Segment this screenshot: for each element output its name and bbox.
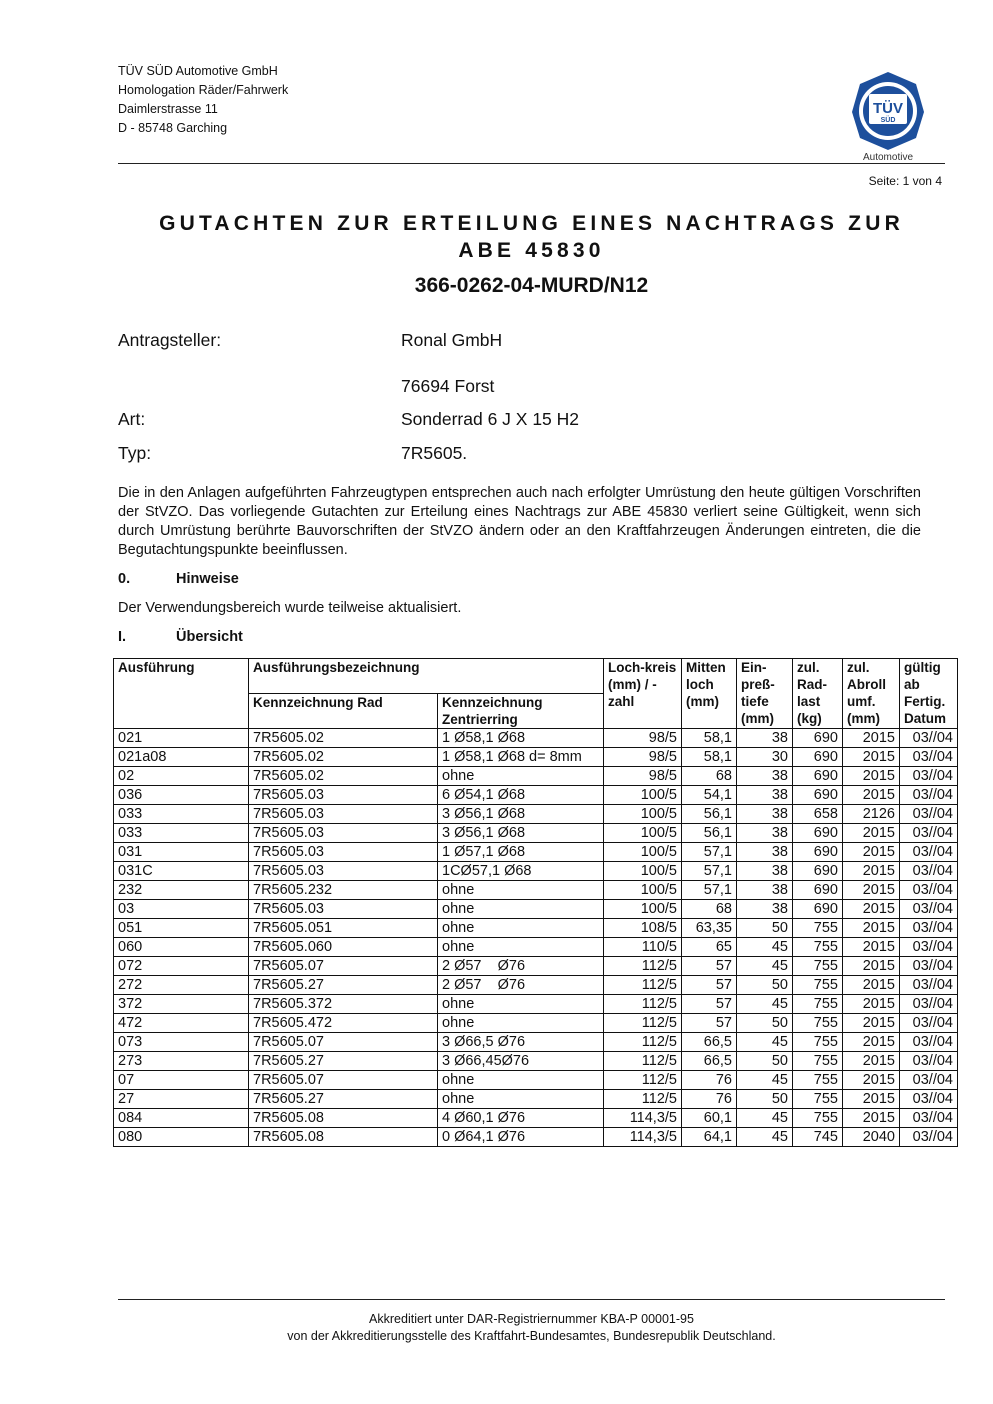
cell-einpresstiefe: 45 [737, 957, 793, 976]
cell-ausfuehrung: 232 [114, 881, 249, 900]
cell-einpresstiefe: 50 [737, 976, 793, 995]
cell-gueltig-ab: 03//04 [900, 1071, 958, 1090]
cell-gueltig-ab: 03//04 [900, 938, 958, 957]
cell-abrollumfang: 2015 [843, 995, 900, 1014]
cell-radlast: 745 [793, 1128, 843, 1147]
cell-ausfuehrung: 021a08 [114, 748, 249, 767]
cell-einpresstiefe: 38 [737, 900, 793, 919]
cell-radlast: 690 [793, 900, 843, 919]
cell-ausfuehrung: 073 [114, 1033, 249, 1052]
cell-radlast: 690 [793, 843, 843, 862]
cell-lochkreis: 100/5 [604, 900, 682, 919]
table-row [114, 805, 958, 824]
cell-ausfuehrung: 051 [114, 919, 249, 938]
cell-kennzeichnung-rad: 7R5605.03 [249, 862, 438, 881]
table-row [114, 957, 958, 976]
cell-radlast: 690 [793, 748, 843, 767]
type-of-part-value: Sonderrad 6 J X 15 H2 [401, 409, 580, 429]
cell-radlast: 755 [793, 995, 843, 1014]
cell-einpresstiefe: 45 [737, 1109, 793, 1128]
table-body [114, 729, 958, 1147]
cell-abrollumfang: 2015 [843, 786, 900, 805]
address-line: Homologation Räder/Fahrwerk [118, 83, 289, 97]
cell-radlast: 658 [793, 805, 843, 824]
section-heading-uebersicht [118, 629, 243, 645]
cell-kennzeichnung-rad: 7R5605.232 [249, 881, 438, 900]
cell-ausfuehrung: 472 [114, 1014, 249, 1033]
cell-ausfuehrung: 080 [114, 1128, 249, 1147]
cell-kennzeichnung-zentrierring: 2 Ø57 Ø76 [438, 957, 604, 976]
cell-mittenloch: 66,5 [682, 1033, 737, 1052]
cell-einpresstiefe: 38 [737, 824, 793, 843]
cell-ausfuehrung: 03 [114, 900, 249, 919]
table-row [114, 748, 958, 767]
cell-abrollumfang: 2015 [843, 1014, 900, 1033]
cell-radlast: 755 [793, 957, 843, 976]
cell-ausfuehrung: 02 [114, 767, 249, 786]
tuev-sued-logo [848, 68, 928, 164]
footer-divider [118, 1299, 945, 1300]
cell-ausfuehrung: 031C [114, 862, 249, 881]
cell-einpresstiefe: 45 [737, 938, 793, 957]
footer-line-2: von der Akkreditierungsstelle des Kraftfahrt-Bundesamtes, Bundesrepublik Deutschland. [287, 1329, 776, 1343]
tuev-logo-icon [848, 68, 928, 164]
address-line: Daimlerstrasse 11 [118, 102, 218, 116]
cell-abrollumfang: 2015 [843, 824, 900, 843]
cell-abrollumfang: 2015 [843, 938, 900, 957]
cell-mittenloch: 57 [682, 995, 737, 1014]
applicant-city: 76694 Forst [401, 376, 495, 396]
table-row [114, 995, 958, 1014]
cell-radlast: 755 [793, 976, 843, 995]
cell-gueltig-ab: 03//04 [900, 976, 958, 995]
cell-lochkreis: 100/5 [604, 862, 682, 881]
cell-gueltig-ab: 03//04 [900, 1033, 958, 1052]
company-address [118, 62, 288, 138]
cell-radlast: 755 [793, 1014, 843, 1033]
cell-mittenloch: 76 [682, 1090, 737, 1109]
cell-kennzeichnung-zentrierring: 4 Ø60,1 Ø76 [438, 1109, 604, 1128]
cell-gueltig-ab: 03//04 [900, 957, 958, 976]
cell-lochkreis: 114,3/5 [604, 1128, 682, 1147]
logo-text: TÜV [873, 100, 903, 117]
cell-lochkreis: 110/5 [604, 938, 682, 957]
cell-kennzeichnung-zentrierring: ohne [438, 767, 604, 786]
header-kennzeichnung-zentrierring: Kennzeichnung Zentrierring [438, 694, 604, 729]
cell-radlast: 690 [793, 767, 843, 786]
cell-ausfuehrung: 060 [114, 938, 249, 957]
cell-mittenloch: 68 [682, 767, 737, 786]
document-title [118, 210, 945, 264]
cell-mittenloch: 68 [682, 900, 737, 919]
cell-kennzeichnung-zentrierring: 2 Ø57 Ø76 [438, 976, 604, 995]
cell-kennzeichnung-rad: 7R5605.03 [249, 843, 438, 862]
cell-gueltig-ab: 03//04 [900, 748, 958, 767]
title-line-2: ABE 45830 [458, 239, 605, 262]
section-number: 0. [118, 571, 131, 587]
cell-ausfuehrung: 084 [114, 1109, 249, 1128]
cell-mittenloch: 57 [682, 976, 737, 995]
cell-abrollumfang: 2015 [843, 976, 900, 995]
table-row [114, 1128, 958, 1147]
cell-einpresstiefe: 50 [737, 1052, 793, 1071]
cell-kennzeichnung-zentrierring: 6 Ø54,1 Ø68 [438, 786, 604, 805]
cell-einpresstiefe: 38 [737, 729, 793, 748]
cell-abrollumfang: 2015 [843, 729, 900, 748]
cell-gueltig-ab: 03//04 [900, 805, 958, 824]
cell-abrollumfang: 2015 [843, 1090, 900, 1109]
cell-radlast: 690 [793, 729, 843, 748]
cell-radlast: 755 [793, 1109, 843, 1128]
cell-einpresstiefe: 45 [737, 1033, 793, 1052]
cell-kennzeichnung-rad: 7R5605.372 [249, 995, 438, 1014]
cell-ausfuehrung: 036 [114, 786, 249, 805]
cell-ausfuehrung: 033 [114, 824, 249, 843]
cell-kennzeichnung-zentrierring: ohne [438, 1090, 604, 1109]
cell-kennzeichnung-zentrierring: 3 Ø56,1 Ø68 [438, 824, 604, 843]
cell-gueltig-ab: 03//04 [900, 900, 958, 919]
header-abrollumfang: zul. Abroll umf. (mm) [843, 659, 900, 729]
cell-einpresstiefe: 38 [737, 843, 793, 862]
cell-kennzeichnung-zentrierring: ohne [438, 900, 604, 919]
table-row [114, 1033, 958, 1052]
cell-ausfuehrung: 033 [114, 805, 249, 824]
table-row [114, 729, 958, 748]
cell-kennzeichnung-rad: 7R5605.07 [249, 1033, 438, 1052]
cell-abrollumfang: 2015 [843, 881, 900, 900]
cell-ausfuehrung: 272 [114, 976, 249, 995]
section-title: Hinweise [176, 571, 239, 587]
cell-abrollumfang: 2015 [843, 957, 900, 976]
cell-ausfuehrung: 021 [114, 729, 249, 748]
cell-lochkreis: 100/5 [604, 843, 682, 862]
cell-ausfuehrung: 031 [114, 843, 249, 862]
table-row [114, 786, 958, 805]
title-line-1: GUTACHTEN ZUR ERTEILUNG EINES NACHTRAGS ZUR [159, 212, 904, 235]
cell-kennzeichnung-zentrierring: ohne [438, 995, 604, 1014]
cell-radlast: 755 [793, 1033, 843, 1052]
cell-mittenloch: 58,1 [682, 748, 737, 767]
cell-kennzeichnung-zentrierring: ohne [438, 1071, 604, 1090]
cell-einpresstiefe: 30 [737, 748, 793, 767]
cell-kennzeichnung-rad: 7R5605.08 [249, 1128, 438, 1147]
table-row [114, 1071, 958, 1090]
logo-subtext: SÜD [880, 117, 896, 124]
cell-radlast: 755 [793, 919, 843, 938]
applicant-label: Antragsteller: [118, 330, 222, 350]
cell-kennzeichnung-zentrierring: 3 Ø56,1 Ø68 [438, 805, 604, 824]
cell-gueltig-ab: 03//04 [900, 1109, 958, 1128]
cell-lochkreis: 112/5 [604, 976, 682, 995]
cell-radlast: 690 [793, 862, 843, 881]
cell-lochkreis: 100/5 [604, 805, 682, 824]
overview-table [113, 658, 958, 1147]
table-row [114, 824, 958, 843]
cell-lochkreis: 112/5 [604, 1090, 682, 1109]
cell-kennzeichnung-zentrierring: 1 Ø58,1 Ø68 d= 8mm [438, 748, 604, 767]
page-number: Seite: 1 von 4 [868, 174, 942, 188]
header-ausfuehrungsbezeichnung: Ausführungsbezeichnung [249, 659, 604, 694]
cell-mittenloch: 56,1 [682, 824, 737, 843]
table-row [114, 843, 958, 862]
header-mittenloch: Mitten loch (mm) [682, 659, 737, 729]
cell-abrollumfang: 2015 [843, 919, 900, 938]
cell-kennzeichnung-rad: 7R5605.472 [249, 1014, 438, 1033]
table-row [114, 862, 958, 881]
cell-gueltig-ab: 03//04 [900, 843, 958, 862]
cell-gueltig-ab: 03//04 [900, 1128, 958, 1147]
model-label: Typ: [118, 443, 152, 463]
table-row [114, 938, 958, 957]
cell-kennzeichnung-rad: 7R5605.02 [249, 767, 438, 786]
cell-mittenloch: 64,1 [682, 1128, 737, 1147]
cell-mittenloch: 58,1 [682, 729, 737, 748]
cell-mittenloch: 57,1 [682, 862, 737, 881]
cell-einpresstiefe: 50 [737, 919, 793, 938]
cell-einpresstiefe: 45 [737, 995, 793, 1014]
cell-gueltig-ab: 03//04 [900, 881, 958, 900]
cell-radlast: 755 [793, 1090, 843, 1109]
header-gueltig-ab: gültig ab Fertig. Datum [900, 659, 958, 729]
cell-radlast: 755 [793, 1052, 843, 1071]
table-row [114, 900, 958, 919]
cell-einpresstiefe: 50 [737, 1090, 793, 1109]
cell-kennzeichnung-zentrierring: 3 Ø66,5 Ø76 [438, 1033, 604, 1052]
cell-mittenloch: 65 [682, 938, 737, 957]
cell-gueltig-ab: 03//04 [900, 1052, 958, 1071]
cell-kennzeichnung-rad: 7R5605.02 [249, 729, 438, 748]
cell-abrollumfang: 2015 [843, 900, 900, 919]
cell-gueltig-ab: 03//04 [900, 824, 958, 843]
cell-kennzeichnung-rad: 7R5605.27 [249, 976, 438, 995]
cell-kennzeichnung-zentrierring: ohne [438, 919, 604, 938]
header-radlast: zul. Rad-last (kg) [793, 659, 843, 729]
table-row [114, 1090, 958, 1109]
table-row [114, 919, 958, 938]
cell-kennzeichnung-rad: 7R5605.07 [249, 957, 438, 976]
section-title: Übersicht [176, 629, 243, 645]
cell-lochkreis: 112/5 [604, 957, 682, 976]
address-line: TÜV SÜD Automotive GmbH [118, 64, 278, 78]
cell-einpresstiefe: 45 [737, 1128, 793, 1147]
cell-gueltig-ab: 03//04 [900, 862, 958, 881]
cell-lochkreis: 100/5 [604, 786, 682, 805]
cell-lochkreis: 112/5 [604, 1071, 682, 1090]
intro-paragraph: Die in den Anlagen aufgeführten Fahrzeugtypen entsprechen auch nach erfolgter Umrüstung den heute gültigen Vorschriften der StVZO. Das vorliegende Gutachten zur Erteilung eines Nachtrags zur ABE 45830 verliert seine Gültigkeit, wenn sich durch Umrüstung berührte Bauvorschriften der StVZO ändern oder an den Kraftfahrzeugen Änderungen eintreten, die die Begutachtungspunkte beeinflussen. [118, 485, 921, 558]
cell-lochkreis: 112/5 [604, 995, 682, 1014]
cell-mittenloch: 76 [682, 1071, 737, 1090]
cell-mittenloch: 57 [682, 957, 737, 976]
table-row [114, 976, 958, 995]
table-row [114, 1014, 958, 1033]
model-value: 7R5605. [401, 443, 468, 463]
footer-line-1: Akkreditiert unter DAR-Registriernummer KBA-P 00001-95 [369, 1312, 694, 1326]
cell-ausfuehrung: 27 [114, 1090, 249, 1109]
cell-radlast: 755 [793, 1071, 843, 1090]
cell-gueltig-ab: 03//04 [900, 767, 958, 786]
cell-gueltig-ab: 03//04 [900, 1090, 958, 1109]
cell-einpresstiefe: 38 [737, 767, 793, 786]
type-of-part-label: Art: [118, 409, 146, 429]
cell-abrollumfang: 2015 [843, 767, 900, 786]
cell-mittenloch: 66,5 [682, 1052, 737, 1071]
cell-kennzeichnung-zentrierring: ohne [438, 1014, 604, 1033]
section-number: I. [118, 629, 127, 645]
cell-gueltig-ab: 03//04 [900, 729, 958, 748]
cell-abrollumfang: 2015 [843, 1033, 900, 1052]
cell-kennzeichnung-zentrierring: 1 Ø57,1 Ø68 [438, 843, 604, 862]
cell-kennzeichnung-rad: 7R5605.07 [249, 1071, 438, 1090]
cell-kennzeichnung-rad: 7R5605.27 [249, 1052, 438, 1071]
cell-ausfuehrung: 072 [114, 957, 249, 976]
cell-ausfuehrung: 07 [114, 1071, 249, 1090]
cell-einpresstiefe: 38 [737, 786, 793, 805]
cell-mittenloch: 60,1 [682, 1109, 737, 1128]
cell-mittenloch: 57,1 [682, 843, 737, 862]
cell-lochkreis: 100/5 [604, 881, 682, 900]
cell-lochkreis: 112/5 [604, 1052, 682, 1071]
address-line: D - 85748 Garching [118, 121, 228, 135]
cell-lochkreis: 112/5 [604, 1014, 682, 1033]
cell-abrollumfang: 2015 [843, 1109, 900, 1128]
cell-lochkreis: 98/5 [604, 767, 682, 786]
cell-einpresstiefe: 38 [737, 862, 793, 881]
cell-gueltig-ab: 03//04 [900, 995, 958, 1014]
cell-mittenloch: 63,35 [682, 919, 737, 938]
table-row [114, 1109, 958, 1128]
cell-mittenloch: 54,1 [682, 786, 737, 805]
cell-kennzeichnung-rad: 7R5605.03 [249, 900, 438, 919]
cell-einpresstiefe: 50 [737, 1014, 793, 1033]
cell-lochkreis: 114,3/5 [604, 1109, 682, 1128]
cell-kennzeichnung-rad: 7R5605.08 [249, 1109, 438, 1128]
cell-abrollumfang: 2015 [843, 1071, 900, 1090]
header-divider [118, 163, 945, 164]
cell-kennzeichnung-rad: 7R5605.03 [249, 805, 438, 824]
cell-ausfuehrung: 372 [114, 995, 249, 1014]
header-ausfuehrung: Ausführung [114, 659, 249, 729]
cell-kennzeichnung-zentrierring: ohne [438, 881, 604, 900]
cell-abrollumfang: 2126 [843, 805, 900, 824]
cell-lochkreis: 112/5 [604, 1033, 682, 1052]
cell-gueltig-ab: 03//04 [900, 786, 958, 805]
cell-kennzeichnung-rad: 7R5605.02 [249, 748, 438, 767]
cell-radlast: 690 [793, 786, 843, 805]
cell-mittenloch: 57,1 [682, 881, 737, 900]
cell-abrollumfang: 2015 [843, 843, 900, 862]
cell-kennzeichnung-zentrierring: 3 Ø66,45Ø76 [438, 1052, 604, 1071]
cell-einpresstiefe: 38 [737, 805, 793, 824]
logo-caption: Automotive [862, 152, 914, 163]
cell-mittenloch: 57 [682, 1014, 737, 1033]
cell-abrollumfang: 2040 [843, 1128, 900, 1147]
cell-kennzeichnung-rad: 7R5605.060 [249, 938, 438, 957]
cell-abrollumfang: 2015 [843, 748, 900, 767]
table-row [114, 881, 958, 900]
cell-radlast: 690 [793, 881, 843, 900]
cell-kennzeichnung-zentrierring: 1CØ57,1 Ø68 [438, 862, 604, 881]
document-number: 366-0262-04-MURD/N12 [414, 274, 649, 297]
cell-lochkreis: 98/5 [604, 748, 682, 767]
header-einpresstiefe: Ein-preß-tiefe (mm) [737, 659, 793, 729]
cell-gueltig-ab: 03//04 [900, 919, 958, 938]
applicant-value: Ronal GmbH [401, 330, 503, 350]
cell-kennzeichnung-zentrierring: ohne [438, 938, 604, 957]
cell-ausfuehrung: 273 [114, 1052, 249, 1071]
cell-einpresstiefe: 45 [737, 1071, 793, 1090]
cell-kennzeichnung-rad: 7R5605.27 [249, 1090, 438, 1109]
cell-gueltig-ab: 03//04 [900, 1014, 958, 1033]
cell-lochkreis: 98/5 [604, 729, 682, 748]
cell-kennzeichnung-rad: 7R5605.03 [249, 824, 438, 843]
section-hinweise-text: Der Verwendungsbereich wurde teilweise aktualisiert. [118, 600, 462, 616]
cell-radlast: 690 [793, 824, 843, 843]
cell-abrollumfang: 2015 [843, 1052, 900, 1071]
header-lochkreis: Loch-kreis (mm) / -zahl [604, 659, 682, 729]
cell-abrollumfang: 2015 [843, 862, 900, 881]
cell-kennzeichnung-rad: 7R5605.051 [249, 919, 438, 938]
cell-lochkreis: 100/5 [604, 824, 682, 843]
cell-kennzeichnung-zentrierring: 1 Ø58,1 Ø68 [438, 729, 604, 748]
cell-kennzeichnung-rad: 7R5605.03 [249, 786, 438, 805]
cell-lochkreis: 108/5 [604, 919, 682, 938]
header-kennzeichnung-rad: Kennzeichnung Rad [249, 694, 438, 729]
cell-radlast: 755 [793, 938, 843, 957]
section-heading-hinweise [118, 571, 239, 587]
cell-mittenloch: 56,1 [682, 805, 737, 824]
table-row [114, 1052, 958, 1071]
cell-einpresstiefe: 38 [737, 881, 793, 900]
cell-kennzeichnung-zentrierring: 0 Ø64,1 Ø76 [438, 1128, 604, 1147]
table-row [114, 767, 958, 786]
